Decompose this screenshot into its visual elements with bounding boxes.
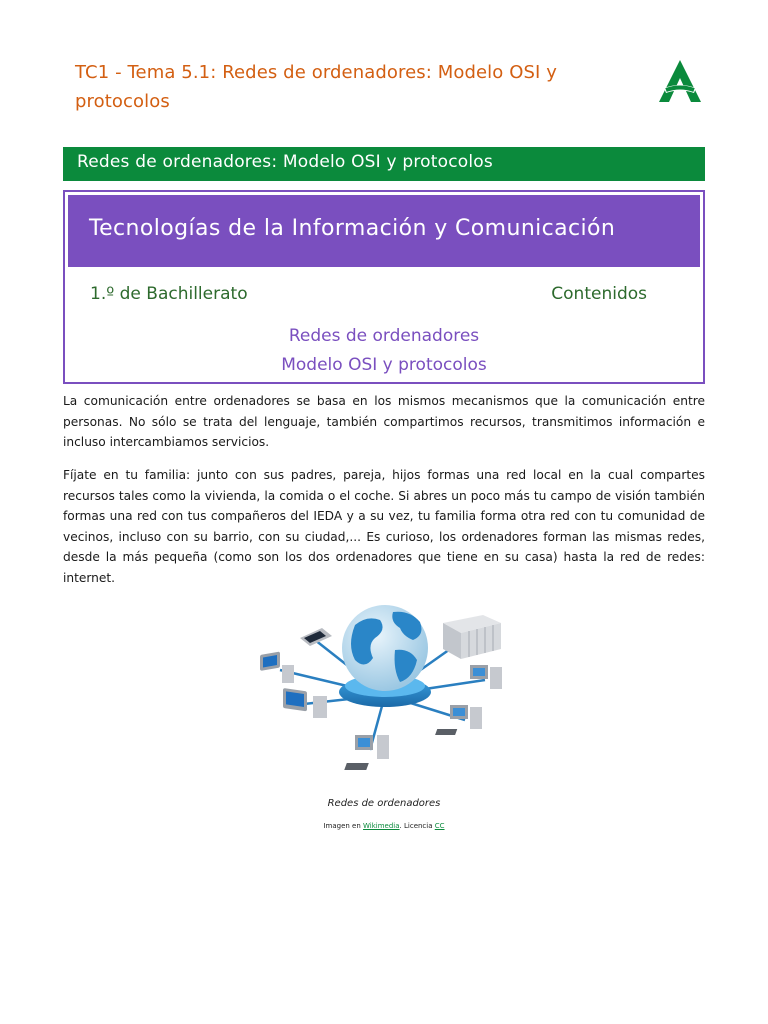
credit-middle: . Licencia (399, 822, 435, 830)
section-title-bar (63, 147, 705, 181)
junta-andalucia-logo-icon (653, 58, 707, 104)
course-title: Tecnologías de la Información y Comunicación (89, 216, 616, 241)
credit-prefix: Imagen en (323, 822, 364, 830)
section-title: Redes de ordenadores: Modelo OSI y protocolos (77, 152, 493, 172)
course-contents-label: Contenidos (551, 284, 647, 304)
course-topic-1: Redes de ordenadores (288, 326, 480, 346)
cc-license-link[interactable]: CC (434, 822, 445, 830)
network-globe-illustration-icon (255, 600, 515, 785)
figure-credit (0, 822, 768, 830)
course-title-banner (68, 195, 700, 267)
course-info-box (63, 190, 705, 384)
wikimedia-link[interactable]: Wikimedia (363, 822, 400, 830)
document-header (75, 58, 635, 116)
body-paragraph-1: La comunicación entre ordenadores se basa en los mismos mecanismos que la comunicación entre personas. No sólo se trata del lenguaje, también compartimos recursos, transmitimos información e incluso intercambiamos servicios. (63, 394, 705, 449)
figure-caption: Redes de ordenadores (327, 798, 441, 809)
body-paragraph-2: Fíjate en tu familia: junto con sus padres, pareja, hijos formas una red local en la cual compartes recursos tales como la vivienda, la comida o el coche. Si abres un poco más tu campo de visión también formas una red con tus compañeros del IEDA y a su vez, tu familia forma otra red con tu comunidad de vecinos, incluso con su barrio, con su ciudad,... Es curioso, los ordenadores forman las mismas redes, desde la más pequeña (como son los dos ordenadores que tiene en su casa) hasta la red de redes: internet. (63, 468, 705, 585)
document-title: TC1 - Tema 5.1: Redes de ordenadores: Modelo OSI y protocolos (75, 62, 557, 112)
course-level: 1.º de Bachillerato (90, 284, 248, 304)
course-topic-2: Modelo OSI y protocolos (281, 355, 487, 375)
